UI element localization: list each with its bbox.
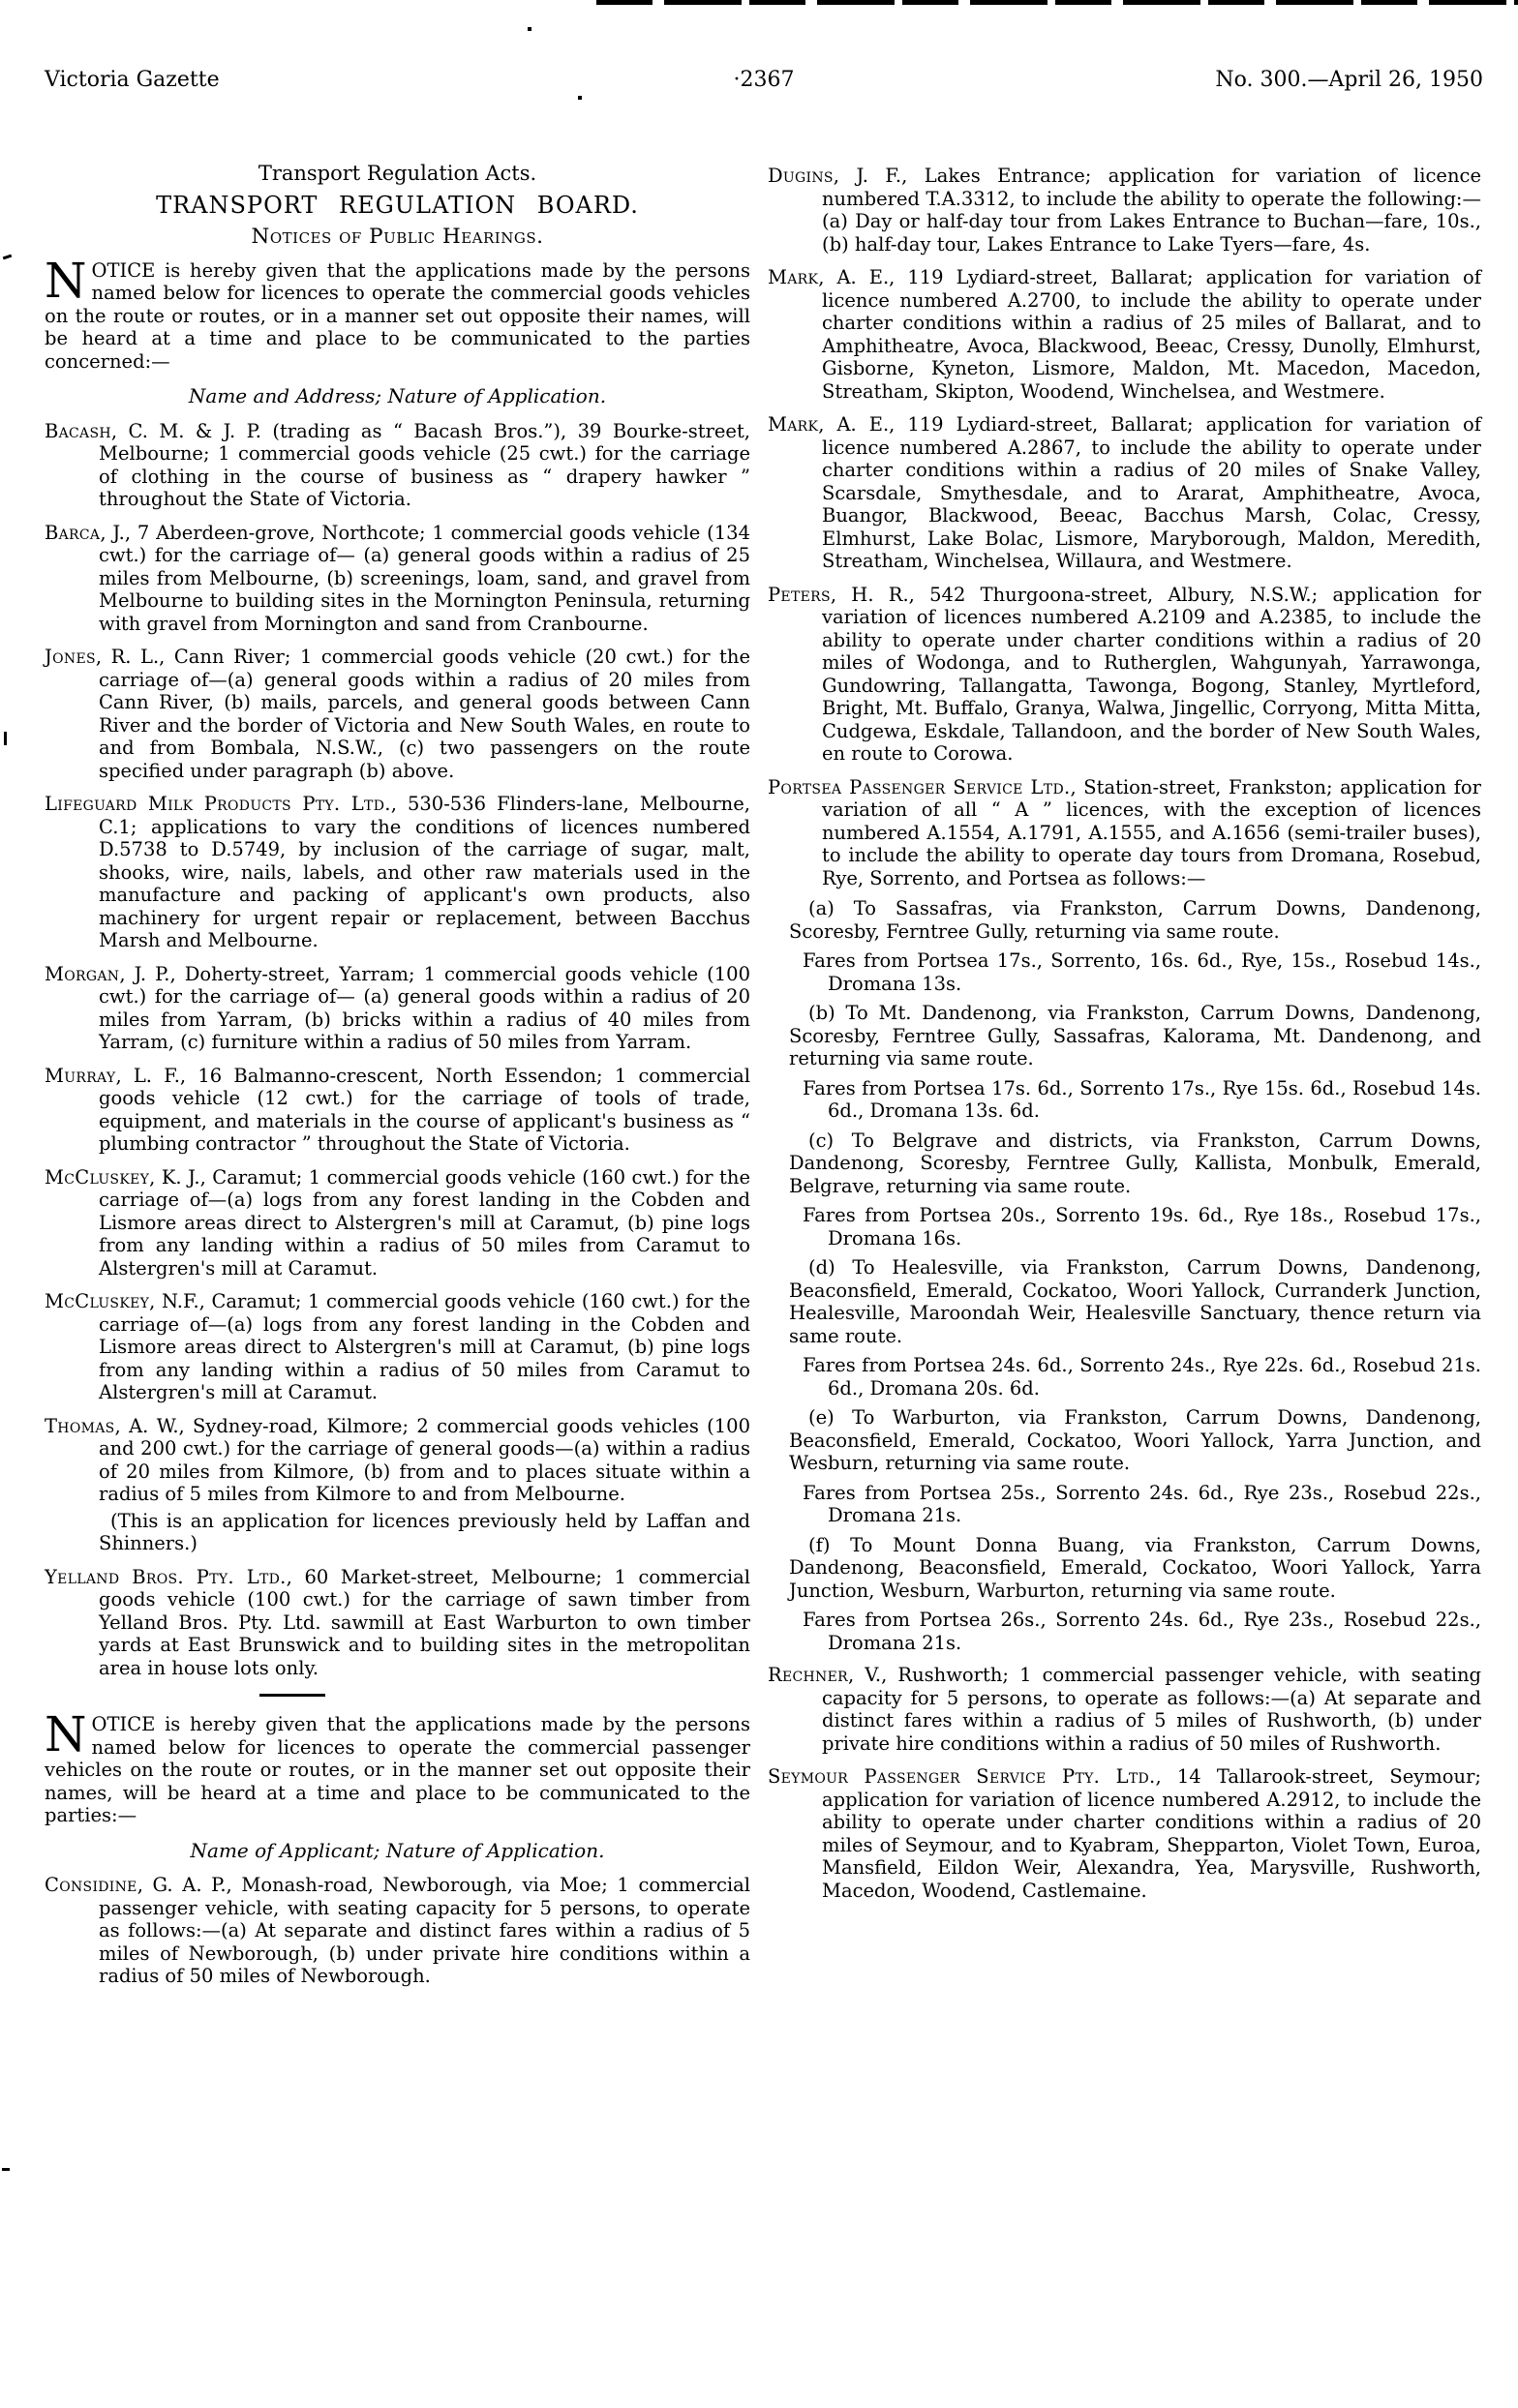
entry-murray xyxy=(45,1065,750,1156)
applicant-name: Peters xyxy=(768,583,831,606)
portsea-route-e: (e) To Warburton, via Frankston, Carrum Downs, Dandenong, Beaconsfield, Emerald, Cockatoo, Woori Yallock, Yarra Junction, and Wesburn, returning via same route. xyxy=(789,1406,1481,1474)
scan-artifact xyxy=(4,732,7,745)
board-title: TRANSPORT REGULATION BOARD. xyxy=(156,191,639,219)
applicant-name: Yelland Bros. Pty. Ltd. xyxy=(45,1565,287,1588)
acts-title: Transport Regulation Acts. xyxy=(258,162,537,185)
entry-yelland xyxy=(45,1566,750,1680)
entry-mccluskey-nf xyxy=(45,1290,750,1404)
entry-text: , 14 Tallarook-street, Seymour; application for variation of licence numbered A.2912, to include the ability to operate under charter conditions within a radius of 20 miles of Seymour, and to Kyabram, Shepparton, Violet Town, Euroa, Mansfield, Eildon Weir, Alexandra, Yea, Marysville, Rushworth, Macedon, Woodend, Castlemaine. xyxy=(822,1765,1481,1902)
applicant-name: Mark xyxy=(768,413,819,436)
entry-mark-a2700 xyxy=(768,266,1481,403)
scan-artifact xyxy=(578,96,582,100)
applicant-name: Dugins xyxy=(768,165,834,187)
scan-artifact xyxy=(2,2168,10,2171)
entry-lifeguard xyxy=(45,793,750,952)
portsea-route-b: (b) To Mt. Dandenong, via Frankston, Carrum Downs, Dandenong, Scoresby, Ferntree Gully, Sassafras, Kalorama, Mt. Dandenong, and returning via same route. xyxy=(789,1002,1481,1069)
page-number: ·2367 xyxy=(733,68,795,92)
applicant-name: Bacash xyxy=(45,419,111,442)
applicant-name: Jones xyxy=(45,646,96,668)
entry-considine xyxy=(45,1874,750,1988)
right-column xyxy=(768,165,1481,1912)
entry-text: , L. F., 16 Balmanno-crescent, North Essendon; 1 commercial goods vehicle (12 cwt.) for the carriage of tools of trade, equipment, and materials in the course of applicant's business as “ plumbing contractor ” throughout the State of Victoria. xyxy=(99,1064,750,1155)
goods-crosshead: Name and Address; Nature of Application. xyxy=(188,384,607,407)
applicant-name: Seymour Passenger Service Pty. Ltd. xyxy=(768,1765,1156,1788)
applicant-name: Lifeguard Milk Products Pty. Ltd. xyxy=(45,793,391,815)
entry-mark-a2867 xyxy=(768,413,1481,573)
portsea-fares-c: Fares from Portsea 20s., Sorrento 19s. 6d., Rye 18s., Rosebud 17s., Dromana 16s. xyxy=(803,1204,1481,1249)
issue-date: No. 300.—April 26, 1950 xyxy=(1215,68,1484,92)
entry-text: , A. E., 119 Lydiard-street, Ballarat; application for variation of licence numbered A.2700, to include the ability to operate under charter conditions within a radius of 25 miles of Ballarat, and to Amphitheatre, Avoca, Blackwood, Beeac, Cressy, Dunolly, Elmhurst, Gisborne, Kyneton, Lismore, Maldon, Mt. Macedon, Macedon, Streatham, Skipton, Woodend, Winchelsea, and Westmere. xyxy=(818,266,1481,403)
entry-rechner xyxy=(768,1664,1481,1755)
entry-thomas-note: (This is an application for licences previously held by Laffan and Shinners.) xyxy=(99,1509,750,1554)
entry-text: , A. W., Sydney-road, Kilmore; 2 commercial goods vehicles (100 and 200 cwt.) for the carriage of general goods—(a) within a radius of 20 miles from Kilmore, (b) from and to places situate within a radius of 5 miles from Kilmore to and from Melbourne. xyxy=(99,1414,750,1505)
entry-text: , 60 Market-street, Melbourne; 1 commercial goods vehicle (100 cwt.) for the carriage of sawn timber from Yelland Bros. Pty. Ltd. sawmill at East Warburton to own timber yards at East Brunswick and to building sites in the metropolitan area in house lots only. xyxy=(99,1565,751,1679)
entry-text: , V., Rushworth; 1 commercial passenger vehicle, with seating capacity for 5 persons, to operate as follows:—(a) At separate and distinct fares within a radius of 5 miles of Rushworth, (b) under private hire conditions within a radius of 50 miles of Rushworth. xyxy=(822,1664,1481,1755)
portsea-route-f: (f) To Mount Donna Buang, via Frankston, Carrum Downs, Dandenong, Beaconsfield, Emerald, Cockatoo, Woori Yallock, Yarra Junction, Wesburn, Warburton, returning via same route. xyxy=(789,1533,1481,1602)
applicant-name: Barca xyxy=(45,521,101,544)
applicant-name: Thomas xyxy=(45,1414,115,1437)
goods-notice: NOTICE is hereby given that the applications made by the persons named below for licences to operate the commercial goods vehicles on the route or routes, or in a manner set out opposite their names, will be heard at a time and place to be communicated to the parties concerned:— xyxy=(45,252,750,373)
entry-morgan xyxy=(45,963,750,1054)
hearings-subtitle: Notices of Public Hearings. xyxy=(251,225,544,249)
entry-text: , H. R., 542 Thurgoona-street, Albury, N.S.W.; application for variation of licences numbered A.2109 and A.2385, to include the ability to operate under charter conditions within a radius of 20 miles of Wodonga, and to Rutherglen, Wahgunyah, Yarrawonga, Gundowring, Tallangatta, Tawonga, Bogong, Stanley, Myrtleford, Bright, Mt. Buffalo, Granya, Walwa, Jingellic, Corryong, Mitta Mitta, Cudgewa, Eskdale, Tallandoon, and the border of New South Wales, en route to Corowa. xyxy=(822,583,1481,765)
entry-seymour xyxy=(768,1765,1481,1902)
portsea-fares-a: Fares from Portsea 17s., Sorrento, 16s. 6d., Rye, 15s., Rosebud 14s., Dromana 13s. xyxy=(803,949,1481,995)
applicant-name: McCluskey xyxy=(45,1290,150,1312)
entry-mccluskey-kj xyxy=(45,1166,750,1280)
entry-text: , J. P., Doherty-street, Yarram; 1 commercial goods vehicle (100 cwt.) for the carriage of— (a) general goods within a radius of 20 miles from Yarram, (b) bricks within a radius of 40 miles from Yarram, (c) furniture within a radius of 50 miles from Yarram. xyxy=(99,962,750,1053)
entry-text: , Station-street, Frankston; application for variation of all “ A ” licences, with the exception of licences numbered A.1554, A.1791, A.1555, and A.1656 (semi-trailer buses), to include the ability to operate day tours from Dromana, Rosebud, Rye, Sorrento, and Portsea as follows:— xyxy=(822,775,1481,889)
section-divider-rule xyxy=(259,1694,325,1697)
applicant-name: Portsea Passenger Service Ltd. xyxy=(768,775,1071,798)
entry-text: , N.F., Caramut; 1 commercial goods vehicle (160 cwt.) for the carriage of—(a) logs from any forest landing in the Cobden and Lismore areas direct to Alstergren's mill at Caramut, (b) pine logs from any landing within a radius of 50 miles from Caramut to Alstergren's mill at Caramut. xyxy=(99,1290,750,1403)
applicant-name: Mark xyxy=(768,266,819,288)
portsea-fares-e: Fares from Portsea 25s., Sorrento 24s. 6d., Rye 23s., Rosebud 22s., Dromana 21s. xyxy=(803,1481,1481,1526)
portsea-fares-f: Fares from Portsea 26s., Sorrento 24s. 6d., Rye 23s., Rosebud 22s., Dromana 21s. xyxy=(803,1609,1481,1654)
left-column xyxy=(45,163,750,1999)
entry-text: , G. A. P., Monash-road, Newborough, via Moe; 1 commercial passenger vehicle, with seating capacity for 5 persons, to operate as follows:—(a) At separate and distinct fares within a radius of 5 miles of Newborough, (b) under private hire conditions within a radius of 50 miles of Newborough. xyxy=(99,1874,750,1987)
portsea-route-a: (a) To Sassafras, via Frankston, Carrum Downs, Dandenong, Scoresby, Ferntree Gully, returning via same route. xyxy=(789,897,1481,943)
scan-artifact xyxy=(528,27,531,31)
page-edge-rule xyxy=(596,0,1518,5)
portsea-route-d: (d) To Healesville, via Frankston, Carrum Downs, Dandenong, Beaconsfield, Emerald, Cockatoo, Woori Yallock, Curranderk Junction, Healesville, Maroondah Weir, Healesville Sanctuary, thence return via same route. xyxy=(789,1256,1481,1347)
entry-text: , J., 7 Aberdeen-grove, Northcote; 1 commercial goods vehicle (134 cwt.) for the carriage of— (a) general goods within a radius of 25 miles from Melbourne, (b) screenings, loam, sand, and gravel from Melbourne to building sites in the Mornington Peninsula, returning with gravel from Mornington and sand from Cranbourne. xyxy=(99,521,750,635)
applicant-name: Considine xyxy=(45,1874,137,1896)
entry-text: , K. J., Caramut; 1 commercial goods vehicle (160 cwt.) for the carriage of—(a) logs from any forest landing in the Cobden and Lismore areas direct to Alstergren's mill at Caramut, (b) pine logs from any landing within a radius of 50 miles from Caramut to Alstergren's mill at Caramut. xyxy=(99,1165,750,1279)
publication-title: Victoria Gazette xyxy=(45,68,220,92)
entry-thomas xyxy=(45,1415,750,1506)
applicant-name: Morgan xyxy=(45,962,120,985)
entry-bacash xyxy=(45,420,750,511)
portsea-fares-b: Fares from Portsea 17s. 6d., Sorrento 17s., Rye 15s. 6d., Rosebud 14s. 6d., Dromana 13s. 6d. xyxy=(803,1076,1481,1122)
page-header xyxy=(45,68,1483,92)
portsea-route-c: (c) To Belgrave and districts, via Frankston, Carrum Downs, Dandenong, Scoresby, Ferntree Gully, Kallista, Monbulk, Emerald, Belgrave, returning via same route. xyxy=(789,1129,1481,1197)
entry-text: , A. E., 119 Lydiard-street, Ballarat; application for variation of licence numbered A.2867, to include the ability to operate under charter conditions within a radius of 20 miles of Snake Valley, Scarsdale, Smythesdale, and to Ararat, Amphitheatre, Avoca, Buangor, Blackwood, Beeac, Bacchus Marsh, Colac, Cressy, Elmhurst, Lake Bolac, Lismore, Maryborough, Maldon, Meredith, Streatham, Winchelsea, Willaura, and Westmere. xyxy=(818,413,1481,572)
entry-text: , R. L., Cann River; 1 commercial goods vehicle (20 cwt.) for the carriage of—(a) general goods within a radius of 20 miles from Cann River, (b) mails, parcels, and general goods between Cann River and the border of Victoria and New South Wales, en route to and from Bombala, N.S.W., (c) two passengers on the route specified under paragraph (b) above. xyxy=(95,646,750,782)
portsea-fares-d: Fares from Portsea 24s. 6d., Sorrento 24s., Rye 22s. 6d., Rosebud 21s. 6d., Dromana 20s. 6d. xyxy=(803,1354,1481,1400)
passenger-notice: NOTICE is hereby given that the applications made by the persons named below for licences to operate the commercial passenger vehicles on the route or routes, or in the manner set out opposite their names, will be heard at a time and place to be communicated to the parties:— xyxy=(45,1706,750,1826)
applicant-name: Murray xyxy=(45,1064,116,1087)
passenger-crosshead: Name of Applicant; Nature of Application. xyxy=(190,1838,605,1862)
entry-jones xyxy=(45,646,750,782)
entry-text: , 530-536 Flinders-lane, Melbourne, C.1; applications to vary the conditions of licences numbered D.5738 to D.5749, by inclusion of the carriage of sugar, malt, shooks, wire, nails, labels, and other raw materials used in the manufacture and packing of applicant's own products, also machinery for urgent repair or replacement, between Bacchus Marsh and Melbourne. xyxy=(99,793,750,951)
entry-text: , C. M. & J. P. (trading as “ Bacash Bros.”), 39 Bourke-street, Melbourne; 1 commercial goods vehicle (25 cwt.) for the carriage of clothing in the course of business as “ drapery hawker ” throughout the State of Victoria. xyxy=(99,419,750,510)
entry-barca xyxy=(45,522,750,636)
scan-artifact xyxy=(3,255,12,260)
applicant-name: McCluskey xyxy=(45,1165,150,1189)
entry-text: , J. F., Lakes Entrance; application for variation of licence numbered T.A.3312, to include the ability to operate the following:—(a) Day or half-day tour from Lakes Entrance to Buchan—fare, 10s., (b) half-day tour, Lakes Entrance to Lake Tyers—fare, 4s. xyxy=(822,165,1481,256)
entry-dugins xyxy=(768,165,1481,256)
applicant-name: Rechner xyxy=(768,1664,848,1686)
entry-peters xyxy=(768,584,1481,766)
entry-portsea xyxy=(768,776,1481,890)
